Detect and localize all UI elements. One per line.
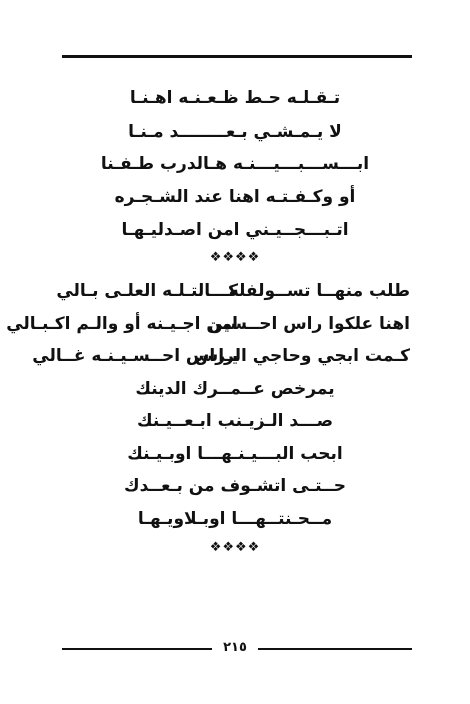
verse-line-2: لا يـمـشـي بـعــــــــد مـنـا — [128, 122, 342, 142]
verse-right-2: اهنا علكوا راس احــسين — [208, 314, 410, 334]
verse-line-7: صـــد الـزيـنب ابـعــيـنك — [137, 411, 333, 431]
top-rule — [62, 55, 412, 58]
verse-line-9: حــتـى اتشـوف من بـعــدك — [124, 476, 346, 496]
verse-left-2: امن اجـيـنه أو والـم اكـبـالي — [6, 314, 238, 334]
footer-rule-right — [258, 648, 412, 650]
verse-right-3: كـمت ابجي وحاجي الراس — [194, 346, 410, 366]
verse-left-3: يـراس احــسـيـنـه غــالي — [32, 346, 238, 366]
verse-line-3: ابـــســـبـــيـــنـه هـالدرب طـفـنا — [100, 154, 370, 174]
footer-rule-left — [62, 648, 212, 650]
verse-line-10: مــحـنتــهـــا اوبـلاويـهـا — [137, 509, 333, 529]
verse-line-5: اتـبـــجــيـني امن اصـدليـهـا — [121, 220, 349, 240]
verse-left-1: كـــالتـلـه العلـى بـالي — [56, 281, 238, 301]
stanza-separator: ❖❖❖❖ — [209, 250, 261, 265]
verse-line-6: يمرخص عــمــرك الدينك — [135, 379, 335, 399]
stanza-separator: ❖❖❖❖ — [209, 540, 261, 555]
verse-right-1: طلب منهــا تســولفله — [228, 281, 410, 301]
verse-line-4: أو وكـفـتـه اهنا عند الشـجـره — [114, 187, 356, 207]
verse-line-1: تـقـلـه حـط ظـعـنـه اهـنـا — [129, 88, 341, 108]
page-number: ٢١٥ — [223, 640, 247, 655]
verse-line-8: ابحب البـــيـنـهـــا اوبـيـنك — [127, 444, 343, 464]
